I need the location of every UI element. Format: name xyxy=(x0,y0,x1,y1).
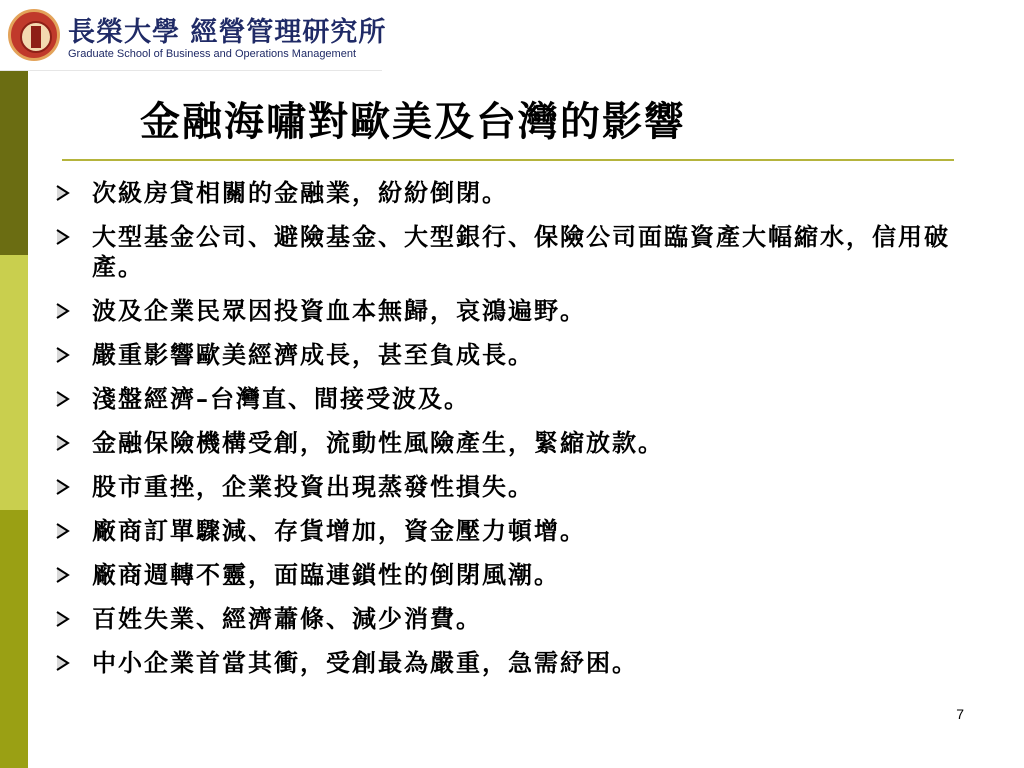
bullet-item xyxy=(52,472,992,502)
bullet-text: 嚴重影響歐美經濟成長，甚至負成長。 xyxy=(92,340,534,369)
bullet-text: 廠商週轉不靈，面臨連鎖性的倒閉風潮。 xyxy=(92,560,560,589)
arrow-bullet-icon xyxy=(56,611,70,627)
arrow-bullet-icon xyxy=(56,479,70,495)
bullet-text: 波及企業民眾因投資血本無歸，哀鴻遍野。 xyxy=(92,296,586,325)
bullet-item xyxy=(52,516,992,546)
arrow-bullet-icon xyxy=(56,567,70,583)
bullet-item xyxy=(52,340,992,370)
arrow-bullet-icon xyxy=(56,391,70,407)
university-seal-icon xyxy=(8,9,60,61)
slide-title: 金融海嘯對歐美及台灣的影響 xyxy=(140,98,686,145)
logo-english-text: Graduate School of Business and Operations Management xyxy=(68,48,357,60)
bullet-item xyxy=(52,384,992,414)
title-divider xyxy=(62,159,954,161)
left-bar-light xyxy=(0,255,28,510)
arrow-bullet-icon xyxy=(56,523,70,539)
arrow-bullet-icon xyxy=(56,655,70,671)
arrow-bullet-icon xyxy=(56,435,70,451)
bullet-text: 廠商訂單驟減、存貨增加，資金壓力頓增。 xyxy=(92,516,586,545)
arrow-bullet-icon xyxy=(56,229,70,245)
bullet-item xyxy=(52,648,992,678)
bullet-item xyxy=(52,222,992,282)
bullet-text: 金融保險機構受創，流動性風險產生，緊縮放款。 xyxy=(92,428,664,457)
left-bar-mid xyxy=(0,510,28,768)
bullet-item xyxy=(52,296,992,326)
bullet-text: 中小企業首當其衝，受創最為嚴重，急需紓困。 xyxy=(92,648,638,677)
bullet-text: 百姓失業、經濟蕭條、減少消費。 xyxy=(92,604,482,633)
bullet-list xyxy=(52,178,992,692)
bullet-text: 股市重挫，企業投資出現蒸發性損失。 xyxy=(92,472,534,501)
bullet-text: 大型基金公司、避險基金、大型銀行、保險公司面臨資產大幅縮水，信用破產。 xyxy=(92,222,950,281)
arrow-bullet-icon xyxy=(56,185,70,201)
arrow-bullet-icon xyxy=(56,347,70,363)
page-number: 7 xyxy=(956,706,964,722)
left-bar-dark xyxy=(0,70,28,255)
logo-chinese-text: 長榮大學 經營管理研究所 xyxy=(68,17,387,48)
bullet-item xyxy=(52,604,992,634)
header-logo xyxy=(0,0,387,71)
bullet-text: 淺盤經濟–台灣直、間接受波及。 xyxy=(92,384,470,413)
arrow-bullet-icon xyxy=(56,303,70,319)
bullet-text: 次級房貸相關的金融業，紛紛倒閉。 xyxy=(92,178,508,207)
bullet-item xyxy=(52,428,992,458)
bullet-item xyxy=(52,178,992,208)
bullet-item xyxy=(52,560,992,590)
